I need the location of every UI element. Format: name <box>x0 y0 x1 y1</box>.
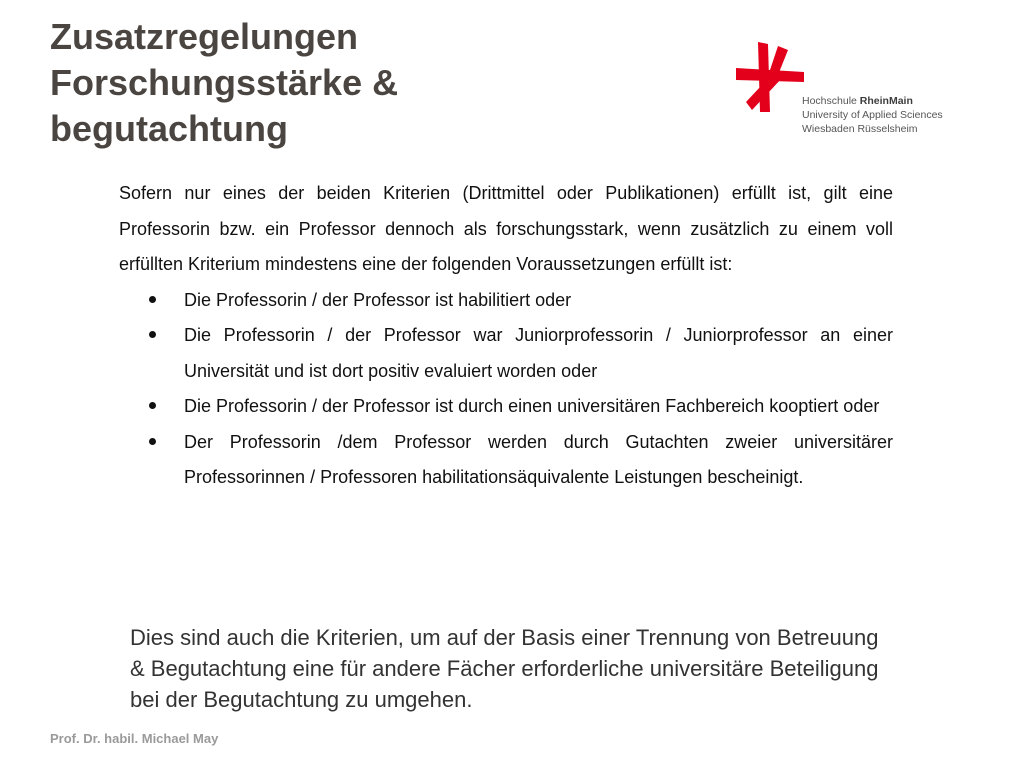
logo-line-1 <box>802 94 943 108</box>
title-line: Zusatzregelungen <box>50 16 359 57</box>
asterisk-logo-icon <box>732 40 808 116</box>
bullet-icon <box>149 331 156 338</box>
criteria-list-item <box>119 318 893 389</box>
criteria-intro: Sofern nur eines der beiden Kriterien (Drittmittel oder Publikationen) erfüllt ist, gilt eine Professorin bzw. ein Professor dennoch als forschungsstark, wenn zusätzlich zu einem voll erfüllten Kriterium mindestens eine der folgenden Voraussetzungen erfüllt ist: <box>119 183 893 274</box>
logo-text <box>802 94 943 136</box>
slide-title <box>50 14 570 152</box>
bullet-icon <box>149 402 156 409</box>
criteria-list-item <box>119 425 893 496</box>
bullet-icon <box>149 296 156 303</box>
logo-line-1-prefix: Hochschule <box>802 95 857 107</box>
logo-line-2: University of Applied Sciences <box>802 109 943 121</box>
university-logo <box>732 40 972 140</box>
criteria-item-text: Die Professorin / der Professor war Juniorprofessorin / Juniorprofessor an einer Universität und ist dort positiv evaluiert worden oder <box>184 325 893 381</box>
criteria-item-text: Die Professorin / der Professor ist durch einen universitären Fachbereich kooptiert oder <box>184 396 880 416</box>
criteria-item-text: Die Professorin / der Professor ist habilitiert oder <box>184 289 572 310</box>
logo-line-1-bold: RheinMain <box>859 95 913 107</box>
criteria-list-item <box>119 389 893 425</box>
criteria-list-item <box>119 283 893 319</box>
criteria-list <box>119 283 893 496</box>
bullet-icon <box>149 438 156 445</box>
footer-author: Prof. Dr. habil. Michael May <box>50 731 219 746</box>
logo-line-3: Wiesbaden Rüsselsheim <box>802 123 918 135</box>
criteria-text-block <box>119 176 893 496</box>
title-line: Forschungsstärke & <box>50 62 399 103</box>
criteria-item-text: Der Professorin /dem Professor werden durch Gutachten zweier universitärer Professorinnen / Professoren habilitationsäquivalente Leistungen bescheinigt. <box>184 431 893 487</box>
summary-note: Dies sind auch die Kriterien, um auf der Basis einer Trennung von Betreuung & Begutachtung eine für andere Fächer erforderliche universitäre Beteiligung bei der Begutachtung zu umgehen. <box>130 625 879 712</box>
title-line: begutachtung <box>50 108 288 149</box>
